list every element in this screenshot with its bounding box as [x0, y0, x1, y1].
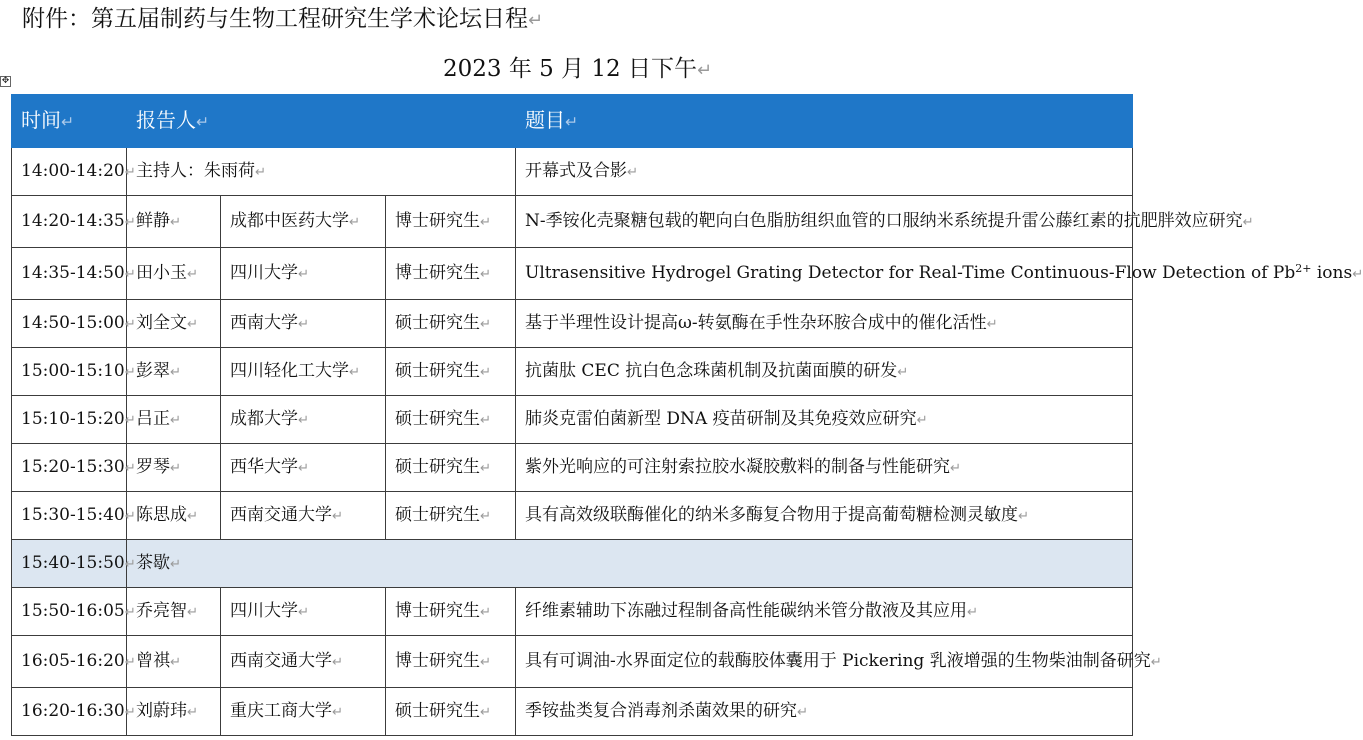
time-cell: 15:20-15:30↵	[12, 444, 127, 492]
speaker-name: 刘蔚玮↵	[127, 688, 221, 736]
time-cell: 15:50-16:05↵	[12, 588, 127, 636]
superscript-charge: 2+	[1295, 261, 1312, 275]
speaker-degree: 博士研究生↵	[386, 636, 516, 688]
topic-cell: 开幕式及合影↵	[516, 148, 1133, 196]
speaker-school: 四川大学↵	[221, 588, 386, 636]
topic-cell: 具有高效级联酶催化的纳米多酶复合物用于提高葡萄糖检测灵敏度↵	[516, 492, 1133, 540]
time-cell: 14:35-14:50↵	[12, 248, 127, 300]
speaker-name: 吕正↵	[127, 396, 221, 444]
topic-cell: 具有可调油-水界面定位的载酶胶体囊用于 Pickering 乳液增强的生物柴油制备研究↵	[516, 636, 1133, 688]
topic-cell: 基于半理性设计提高ω-转氨酶在手性杂环胺合成中的催化活性↵	[516, 300, 1133, 348]
table-row	[12, 588, 1133, 636]
speaker-school: 西华大学↵	[221, 444, 386, 492]
time-cell: 14:00-14:20↵	[12, 148, 127, 196]
document-title: 附件：第五届制药与生物工程研究生学术论坛日程↵	[22, 6, 544, 32]
speaker-degree: 硕士研究生↵	[386, 688, 516, 736]
table-header-row	[12, 95, 1133, 148]
table-row	[12, 492, 1133, 540]
speaker-school: 四川轻化工大学↵	[221, 348, 386, 396]
speaker-school: 重庆工商大学↵	[221, 688, 386, 736]
topic-cell: Ultrasensitive Hydrogel Grating Detector for Real-Time Continuous-Flow Detection of $Pb^{2+}$ ions↵	[516, 248, 1133, 300]
table-row	[12, 636, 1133, 688]
time-cell: 15:10-15:20↵	[12, 396, 127, 444]
time-cell: 15:30-15:40↵	[12, 492, 127, 540]
schedule-table	[11, 94, 1363, 736]
schedule-date: 2023 年 5 月 12 日下午↵	[442, 56, 713, 82]
topic-cell: 纤维素辅助下冻融过程制备高性能碳纳米管分散液及其应用↵	[516, 588, 1133, 636]
topic-cell: N-季铵化壳聚糖包载的靶向白色脂肪组织血管的口服纳米系统提升雷公藤红素的抗肥胖效应研究↵	[516, 196, 1133, 248]
speaker-degree: 博士研究生↵	[386, 196, 516, 248]
speaker-school: 四川大学↵	[221, 248, 386, 300]
speaker-degree: 博士研究生↵	[386, 588, 516, 636]
speaker-degree: 硕士研究生↵	[386, 300, 516, 348]
topic-cell: 肺炎克雷伯菌新型 DNA 疫苗研制及其免疫效应研究↵	[516, 396, 1133, 444]
topic-cell: 季铵盐类复合消毒剂杀菌效果的研究↵	[516, 688, 1133, 736]
speaker-name: 鲜静↵	[127, 196, 221, 248]
time-cell: 16:20-16:30↵	[12, 688, 127, 736]
speaker-name: 刘全文↵	[127, 300, 221, 348]
speaker-school: 成都大学↵	[221, 396, 386, 444]
table-row	[12, 688, 1133, 736]
speaker-degree: 硕士研究生↵	[386, 444, 516, 492]
time-cell: 14:20-14:35↵	[12, 196, 127, 248]
header-speaker: 报告人↵	[127, 95, 516, 148]
table-row	[12, 300, 1133, 348]
header-topic: 题目↵	[516, 95, 1133, 148]
speaker-degree: 博士研究生↵	[386, 248, 516, 300]
speaker-name: 曾祺↵	[127, 636, 221, 688]
time-cell: 14:50-15:00↵	[12, 300, 127, 348]
speaker-name: 田小玉↵	[127, 248, 221, 300]
table-row	[12, 348, 1133, 396]
time-cell: 15:00-15:10↵	[12, 348, 127, 396]
table-row	[12, 148, 1133, 196]
topic-cell: 紫外光响应的可注射索拉胶水凝胶敷料的制备与性能研究↵	[516, 444, 1133, 492]
time-cell: 16:05-16:20↵	[12, 636, 127, 688]
speaker-degree: 硕士研究生↵	[386, 348, 516, 396]
header-time: 时间↵	[12, 95, 127, 148]
speaker-name: 彭翠↵	[127, 348, 221, 396]
speaker-school: 成都中医药大学↵	[221, 196, 386, 248]
break-label: 茶歇↵	[127, 540, 1133, 588]
speaker-name: 乔亮智↵	[127, 588, 221, 636]
table-row	[12, 248, 1133, 300]
host-cell: 主持人：朱雨荷↵	[127, 148, 516, 196]
speaker-school: 西南交通大学↵	[221, 492, 386, 540]
break-row	[12, 540, 1133, 588]
table-row	[12, 444, 1133, 492]
speaker-name: 陈思成↵	[127, 492, 221, 540]
table-row	[12, 196, 1133, 248]
speaker-school: 西南交通大学↵	[221, 636, 386, 688]
speaker-school: 西南大学↵	[221, 300, 386, 348]
speaker-degree: 硕士研究生↵	[386, 492, 516, 540]
table-row	[12, 396, 1133, 444]
topic-cell: 抗菌肽 CEC 抗白色念珠菌机制及抗菌面膜的研发↵	[516, 348, 1133, 396]
speaker-name: 罗琴↵	[127, 444, 221, 492]
speaker-degree: 硕士研究生↵	[386, 396, 516, 444]
table-move-handle-icon[interactable]: ✥	[1, 76, 10, 86]
time-cell: 15:40-15:50↵	[12, 540, 127, 588]
